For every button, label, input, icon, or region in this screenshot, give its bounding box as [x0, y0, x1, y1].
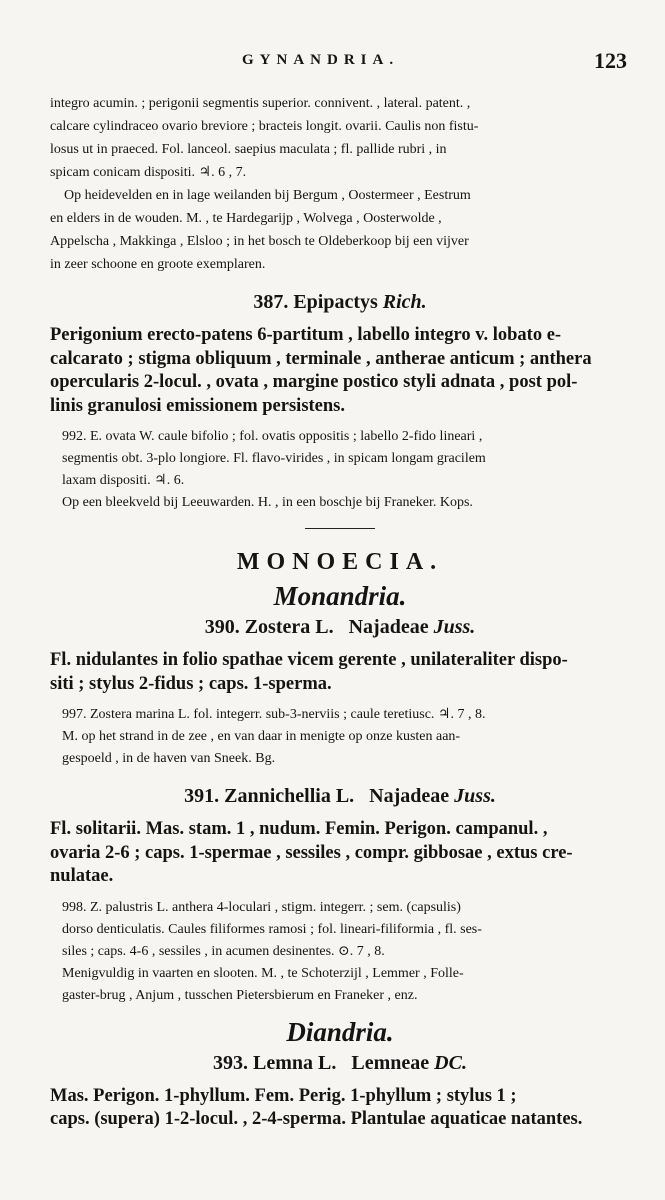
text-line: Op heidevelden en in lage weilanden bij Bergum , Oostermeer , Eestrum: [64, 188, 471, 203]
genus-name: 387. Epipactys: [253, 291, 378, 313]
text-line: 997. Zostera marina L. fol. integerr. sub-3-nerviis ; caule teretiusc. ♃. 7 , 8.: [62, 707, 486, 722]
family-name: Najadeae: [348, 616, 429, 638]
text-line: Perigonium erecto-patens 6-partitum , labello integro v. lobato e-: [50, 325, 562, 345]
genus-description-387: [50, 324, 630, 418]
text-line: ovaria 2-6 ; caps. 1-spermae , sessiles , compr. gibbosae , extus cre-: [50, 842, 573, 863]
genus-name: 391. Zannichellia L.: [184, 785, 355, 807]
text-line: spicam conicam dispositi. ♃. 6 , 7.: [50, 165, 247, 180]
species-entry-992: [50, 426, 630, 514]
section-divider: [305, 528, 375, 529]
species-entry-998: [50, 897, 630, 1007]
genus-heading-391: [50, 782, 630, 810]
text-line: Menigvuldig in vaarten en slooten. M. , te Schoterzijl , Lemmer , Folle-: [62, 965, 464, 981]
text-line: laxam dispositi. ♃. 6.: [62, 473, 185, 488]
text-line: losus ut in praeced. Fol. lanceol. saepius maculata ; fl. pallide rubri , in: [50, 142, 447, 157]
text-line: 998. Z. palustris L. anthera 4-loculari , stigm. integerr. ; sem. (capsulis): [62, 899, 461, 915]
page-content: [50, 92, 630, 1132]
genus-heading-393: [50, 1049, 630, 1077]
text-line: M. op het strand in de zee , en van daar in menigte op onze kusten aan-: [62, 729, 461, 744]
family-author: Juss.: [433, 616, 476, 638]
text-line: dorso denticulatis. Caules filiformes ramosi ; fol. lineari-filiformia , fl. ses-: [62, 921, 482, 937]
running-header: [0, 48, 665, 76]
text-line: linis granulosi emissionem persistens.: [50, 395, 345, 416]
text-line: siti ; stylus 2-fidus ; caps. 1-sperma.: [50, 673, 332, 694]
family-name: Lemneae: [351, 1051, 430, 1074]
continued-description: [50, 92, 630, 276]
text-line: Appelscha , Makkinga , Elsloo ; in het bosch te Oldeberkoop bij een vijver: [50, 234, 469, 249]
genus-author: Rich.: [382, 291, 427, 313]
family-author: DC.: [434, 1051, 467, 1074]
text-line: calcarato ; stigma obliquum , terminale , antherae anticum ; anthera: [50, 348, 592, 369]
genus-heading-390: [50, 613, 630, 641]
running-title: GYNANDRIA.: [242, 52, 400, 68]
text-line: segmentis obt. 3-plo longiore. Fl. flavo-virides , in spicam longam gracilem: [62, 451, 486, 466]
text-line: gaster-brug , Anjum , tusschen Pietersbierum en Franeker , enz.: [62, 987, 418, 1003]
text-line: 992. E. ovata W. caule bifolio ; fol. ovatis oppositis ; labello 2-fido lineari ,: [62, 429, 483, 444]
page-number: 123: [594, 48, 627, 73]
text-line: siles ; caps. 4-6 , sessiles , in acumen desinentes. ⊙. 7 , 8.: [62, 943, 385, 959]
order-heading-monandria: Monandria.: [273, 581, 407, 611]
text-line: integro acumin. ; perigonii segmentis superior. connivent. , lateral. patent. ,: [50, 96, 471, 111]
family-author: Juss.: [454, 785, 496, 807]
text-line: calcare cylindraceo ovario breviore ; bracteis longit. ovarii. Caulis non fistu-: [50, 119, 479, 134]
text-line: in zeer schoone en groote exemplaren.: [50, 257, 266, 272]
text-line: en elders in de wouden. M. , te Hardegarijp , Wolvega , Oosterwolde ,: [50, 211, 442, 226]
text-line: Op een bleekveld bij Leeuwarden. H. , in een boschje bij Franeker. Kops.: [62, 495, 473, 510]
text-line: Fl. solitarii. Mas. stam. 1 , nudum. Femin. Perigon. campanul. ,: [50, 819, 548, 839]
text-line: caps. (supera) 1-2-locul. , 2-4-sperma. Plantulae aquaticae natantes.: [50, 1109, 583, 1129]
genus-description-391: [50, 818, 630, 889]
family-name: Najadeae: [369, 785, 450, 807]
genus-heading-387: [50, 288, 630, 316]
genus-name: 390. Zostera L.: [204, 616, 334, 638]
text-line: gespoeld , in de haven van Sneek. Bg.: [62, 751, 276, 766]
genus-description-390: [50, 649, 630, 696]
text-line: Mas. Perigon. 1-phyllum. Fem. Perig. 1-phyllum ; stylus 1 ;: [50, 1085, 517, 1106]
species-entry-997: [50, 704, 630, 770]
genus-name: 393. Lemna L.: [213, 1051, 337, 1074]
text-line: nulatae.: [50, 866, 114, 886]
order-heading-diandria: Diandria.: [286, 1016, 394, 1047]
class-heading: MONOECIA.: [236, 549, 444, 575]
genus-description-393: [50, 1085, 630, 1132]
text-line: Fl. nidulantes in folio spathae vicem gerente , unilateraliter dispo-: [50, 650, 568, 670]
text-line: opercularis 2-locul. , ovata , margine postico styli adnata , post pol-: [50, 372, 578, 392]
